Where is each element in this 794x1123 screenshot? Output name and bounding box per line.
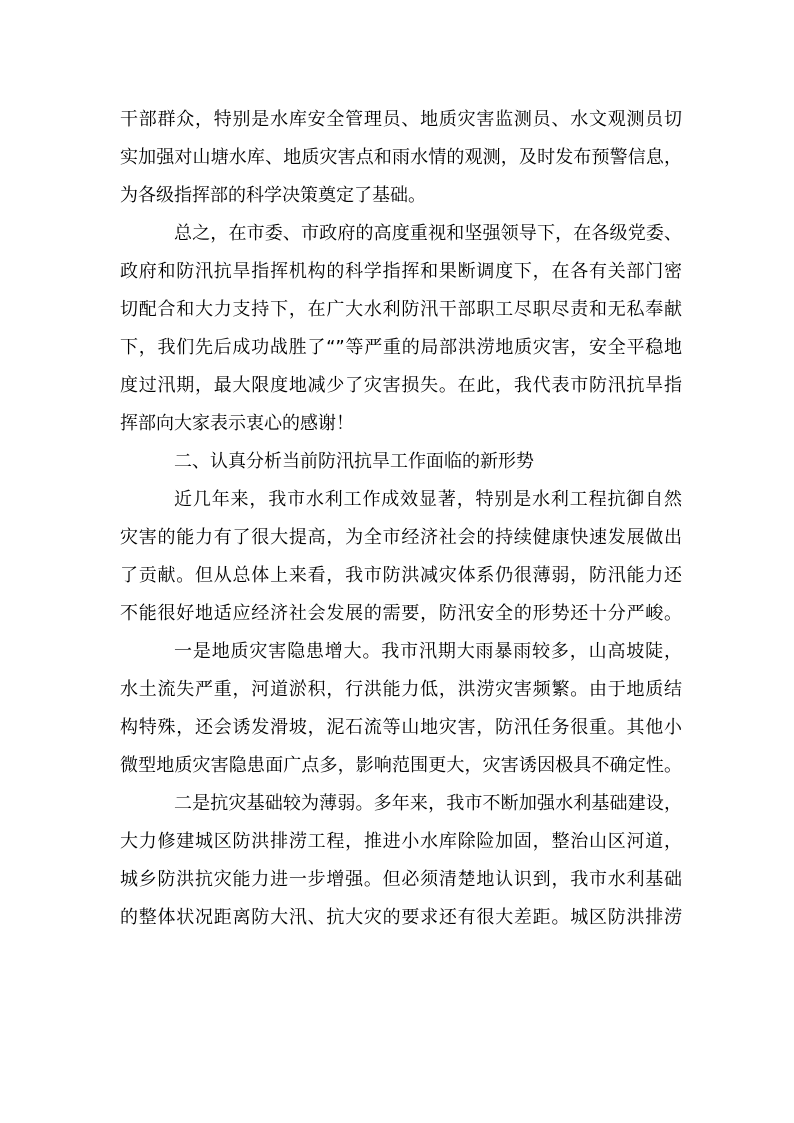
text-line: 不能很好地适应经济社会发展的需要，防汛安全的形势还十分严峻。 — [120, 603, 682, 624]
text-line: 政府和防汛抗旱指挥机构的科学指挥和果断调度下，在各有关部门密 — [120, 261, 682, 282]
text-line: 二是抗灾基础较为薄弱。多年来，我市不断加强水利基础建设， — [174, 793, 682, 814]
text-line: 挥部向大家表示衷心的感谢！ — [120, 413, 354, 434]
text-line: 水土流失严重，河道淤积，行洪能力低，洪涝灾害频繁。由于地质结 — [120, 679, 682, 700]
text-line: 微型地质灾害隐患面广点多，影响范围更大，灾害诱因极具不确定性。 — [120, 755, 682, 776]
text-line: 了贡献。但从总体上来看，我市防洪减灾体系仍很薄弱，防汛能力还 — [120, 565, 682, 586]
text-line: 度过汛期，最大限度地减少了灾害损失。在此，我代表市防汛抗旱指 — [120, 375, 682, 396]
text-line: 下，我们先后成功战胜了“”等严重的局部洪涝地质灾害，安全平稳地 — [120, 337, 682, 358]
text-line: 灾害的能力有了很大提高，为全市经济社会的持续健康快速发展做出 — [120, 527, 682, 548]
text-line: 城乡防洪抗灾能力进一步增强。但必须清楚地认识到，我市水利基础 — [120, 869, 682, 890]
text-line: 干部群众，特别是水库安全管理员、地质灾害监测员、水文观测员切 — [120, 109, 682, 130]
text-line: 构特殊，还会诱发滑坡，泥石流等山地灾害，防汛任务很重。其他小 — [120, 717, 682, 738]
text-line: 的整体状况距离防大汛、抗大灾的要求还有很大差距。城区防洪排涝 — [120, 907, 682, 928]
text-line: 一是地质灾害隐患增大。我市汛期大雨暴雨较多，山高坡陡， — [174, 641, 682, 662]
text-line: 总之，在市委、市政府的高度重视和坚强领导下，在各级党委、 — [174, 223, 682, 244]
document-body — [120, 101, 682, 937]
text-line: 实加强对山塘水库、地质灾害点和雨水情的观测，及时发布预警信息， — [120, 147, 682, 168]
text-line: 近几年来，我市水利工作成效显著，特别是水利工程抗御自然 — [174, 489, 682, 510]
text-line: 大力修建城区防洪排涝工程，推进小水库除险加固，整治山区河道， — [120, 831, 682, 852]
text-line: 为各级指挥部的科学决策奠定了基础。 — [120, 185, 426, 206]
text-line: 切配合和大力支持下，在广大水利防汛干部职工尽职尽责和无私奉献 — [120, 299, 682, 320]
section-heading: 二、认真分析当前防汛抗旱工作面临的新形势 — [174, 451, 534, 472]
